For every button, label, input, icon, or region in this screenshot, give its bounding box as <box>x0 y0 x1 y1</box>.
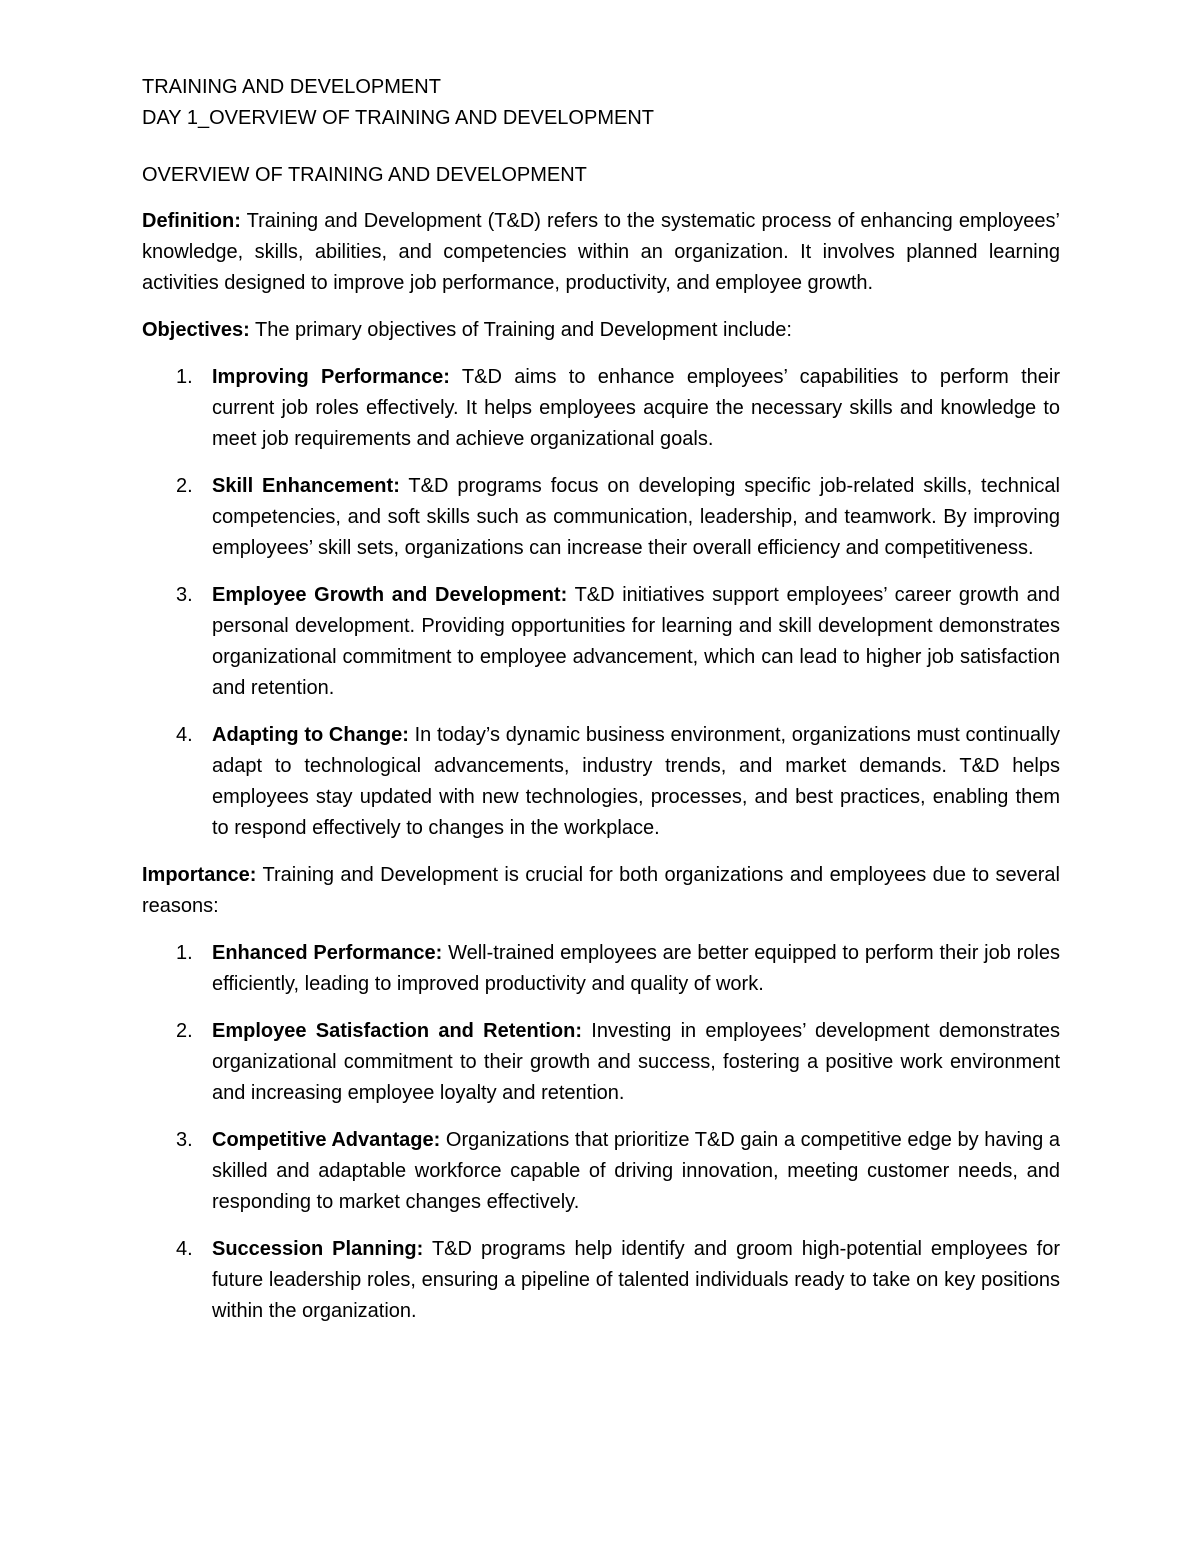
definition-label: Definition: <box>142 210 241 232</box>
importance-title: Succession Planning: <box>212 1238 424 1260</box>
list-number: 4. <box>176 1238 193 1260</box>
list-number: 2. <box>176 1020 193 1042</box>
importance-label: Importance: <box>142 864 257 886</box>
importance-intro: Training and Development is crucial for both organizations and employees due to several reasons: <box>142 864 1060 917</box>
objectives-list <box>142 362 1060 844</box>
importance-text: T&D programs help identify and groom high-potential employees for future leadership roles, ensuring a pipeline of talented individuals ready to take on key positions within the organization. <box>212 1238 1060 1322</box>
objective-item-4 <box>142 720 1060 844</box>
importance-item-1 <box>142 938 1060 1000</box>
section-heading: OVERVIEW OF TRAINING AND DEVELOPMENT <box>142 164 587 186</box>
importance-title: Enhanced Performance: <box>212 942 443 964</box>
objectives-intro: The primary objectives of Training and Development include: <box>249 319 792 341</box>
list-number: 1. <box>176 942 193 964</box>
document-page <box>142 72 1060 1343</box>
objective-title: Skill Enhancement: <box>212 475 400 497</box>
objective-text: In today’s dynamic business environment, organizations must continually adapt to technological advancements, industry trends, and market demands. T&D helps employees stay updated with new technologies, processes, and best practices, enabling them to respond effectively to changes in the workplace. <box>212 724 1060 839</box>
document-subtitle: DAY 1_OVERVIEW OF TRAINING AND DEVELOPMENT <box>142 107 654 129</box>
list-number: 3. <box>176 1129 193 1151</box>
list-number: 3. <box>176 584 193 606</box>
objective-title: Employee Growth and Development: <box>212 584 568 606</box>
importance-title: Employee Satisfaction and Retention: <box>212 1020 583 1042</box>
objective-title: Adapting to Change: <box>212 724 409 746</box>
definition-text: Training and Development (T&D) refers to the systematic process of enhancing employees’ knowledge, skills, abilities, and competencies within an organization. It involves planned learning activities designed to improve job performance, productivity, and employee growth. <box>142 210 1060 294</box>
objective-item-2 <box>142 471 1060 564</box>
importance-text: Investing in employees’ development demonstrates organizational commitment to their growth and success, fostering a positive work environment and increasing employee loyalty and retention. <box>212 1020 1060 1104</box>
objectives-paragraph <box>142 315 1060 346</box>
objective-item-3 <box>142 580 1060 704</box>
importance-text: Well-trained employees are better equipped to perform their job roles efficiently, leading to improved productivity and quality of work. <box>212 942 1060 995</box>
objective-text: T&D aims to enhance employees’ capabilities to perform their current job roles effectively. It helps employees acquire the necessary skills and knowledge to meet job requirements and achieve organizational goals. <box>212 366 1060 450</box>
importance-item-4 <box>142 1234 1060 1327</box>
list-number: 2. <box>176 475 193 497</box>
importance-list <box>142 938 1060 1327</box>
objective-text: T&D initiatives support employees’ career growth and personal development. Providing opportunities for learning and skill development demonstrates organizational commitment to employee advancement, which can lead to higher job satisfaction and retention. <box>212 584 1060 699</box>
importance-item-2 <box>142 1016 1060 1109</box>
objective-item-1 <box>142 362 1060 455</box>
importance-title: Competitive Advantage: <box>212 1129 441 1151</box>
objective-text: T&D programs focus on developing specific job-related skills, technical competencies, and soft skills such as communication, leadership, and teamwork. By improving employees’ skill sets, organizations can increase their overall efficiency and competitiveness. <box>212 475 1060 559</box>
importance-text: Organizations that prioritize T&D gain a competitive edge by having a skilled and adaptable workforce capable of driving innovation, meeting customer needs, and responding to market changes effectively. <box>212 1129 1060 1213</box>
objective-title: Improving Performance: <box>212 366 450 388</box>
list-number: 1. <box>176 366 193 388</box>
importance-paragraph <box>142 860 1060 922</box>
definition-paragraph <box>142 206 1060 299</box>
importance-item-3 <box>142 1125 1060 1218</box>
list-number: 4. <box>176 724 193 746</box>
document-title: TRAINING AND DEVELOPMENT <box>142 76 441 98</box>
objectives-label: Objectives: <box>142 319 250 341</box>
